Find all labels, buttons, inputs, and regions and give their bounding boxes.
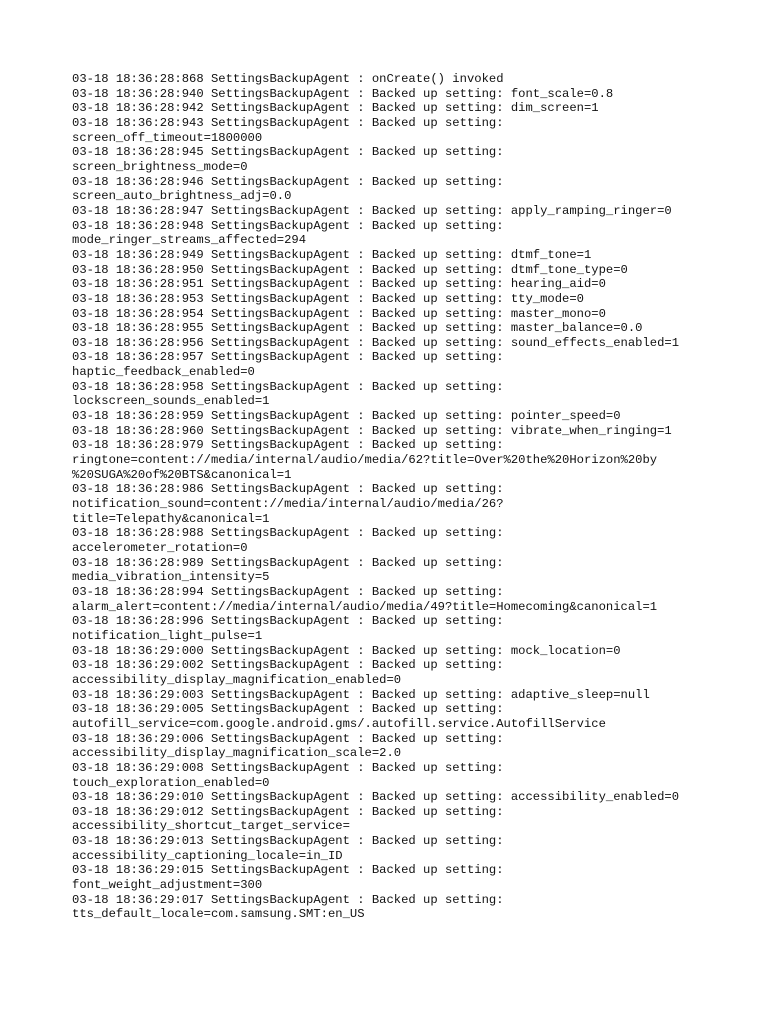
log-line: haptic_feedback_enabled=0: [72, 365, 255, 380]
log-line: lockscreen_sounds_enabled=1: [72, 394, 270, 409]
log-line: %20SUGA%20of%20BTS&canonical=1: [72, 467, 292, 482]
log-line: accessibility_captioning_locale=in_ID: [72, 848, 343, 863]
log-line: 03-18 18:36:29:002 SettingsBackupAgent : Backed up setting:: [72, 658, 504, 673]
log-line: 03-18 18:36:29:012 SettingsBackupAgent : Backed up setting:: [72, 804, 504, 819]
log-line: 03-18 18:36:28:957 SettingsBackupAgent : Backed up setting:: [72, 350, 504, 365]
log-line: 03-18 18:36:28:979 SettingsBackupAgent : Backed up setting:: [72, 438, 504, 453]
log-line: accessibility_display_magnification_enabled=0: [72, 672, 402, 687]
log-line: 03-18 18:36:28:960 SettingsBackupAgent : Backed up setting: vibrate_when_ringing=1: [72, 423, 672, 438]
log-line: 03-18 18:36:28:959 SettingsBackupAgent : Backed up setting: pointer_speed=0: [72, 409, 621, 424]
log-line: 03-18 18:36:28:954 SettingsBackupAgent : Backed up setting: master_mono=0: [72, 306, 606, 321]
log-line: 03-18 18:36:28:953 SettingsBackupAgent : Backed up setting: tty_mode=0: [72, 291, 584, 306]
log-line: 03-18 18:36:29:006 SettingsBackupAgent : Backed up setting:: [72, 731, 504, 746]
log-line: accessibility_shortcut_target_service=: [72, 819, 350, 834]
log-line: 03-18 18:36:29:017 SettingsBackupAgent : Backed up setting:: [72, 892, 504, 907]
log-line: alarm_alert=content://media/internal/audio/media/49?title=Homecoming&canonical=1: [72, 599, 658, 614]
log-line: mode_ringer_streams_affected=294: [72, 233, 307, 248]
log-line: 03-18 18:36:28:948 SettingsBackupAgent : Backed up setting:: [72, 218, 504, 233]
log-line: title=Telepathy&canonical=1: [72, 511, 270, 526]
log-line: ringtone=content://media/internal/audio/media/62?title=Over%20the%20Horizon%20by: [72, 453, 658, 468]
log-line: 03-18 18:36:28:940 SettingsBackupAgent : Backed up setting: font_scale=0.8: [72, 86, 614, 101]
log-line: 03-18 18:36:28:958 SettingsBackupAgent : Backed up setting:: [72, 379, 504, 394]
log-line: 03-18 18:36:28:986 SettingsBackupAgent : Backed up setting:: [72, 482, 504, 497]
log-line: 03-18 18:36:28:949 SettingsBackupAgent : Backed up setting: dtmf_tone=1: [72, 247, 592, 262]
log-line: 03-18 18:36:29:013 SettingsBackupAgent : Backed up setting:: [72, 834, 504, 849]
log-line: media_vibration_intensity=5: [72, 570, 270, 585]
log-line: 03-18 18:36:28:945 SettingsBackupAgent : Backed up setting:: [72, 145, 504, 160]
log-document: [72, 72, 752, 922]
log-line: 03-18 18:36:29:003 SettingsBackupAgent : Backed up setting: adaptive_sleep=null: [72, 687, 650, 702]
log-line: 03-18 18:36:28:951 SettingsBackupAgent : Backed up setting: hearing_aid=0: [72, 277, 606, 292]
log-line: 03-18 18:36:28:956 SettingsBackupAgent : Backed up setting: sound_effects_enabled=1: [72, 335, 680, 350]
log-line: autofill_service=com.google.android.gms/.autofill.service.AutofillService: [72, 716, 606, 731]
log-line: 03-18 18:36:29:008 SettingsBackupAgent : Backed up setting:: [72, 760, 504, 775]
log-line: 03-18 18:36:29:015 SettingsBackupAgent : Backed up setting:: [72, 863, 504, 878]
log-line: 03-18 18:36:28:942 SettingsBackupAgent : Backed up setting: dim_screen=1: [72, 101, 599, 116]
log-line: 03-18 18:36:28:868 SettingsBackupAgent : onCreate() invoked: [72, 72, 504, 86]
log-line: accessibility_display_magnification_scale=2.0: [72, 746, 402, 761]
log-line: 03-18 18:36:29:010 SettingsBackupAgent : Backed up setting: accessibility_enabled=0: [72, 790, 680, 805]
log-line: touch_exploration_enabled=0: [72, 775, 270, 790]
log-line: tts_default_locale=com.samsung.SMT:en_US: [72, 907, 365, 922]
log-line: screen_brightness_mode=0: [72, 159, 248, 174]
log-line: 03-18 18:36:28:996 SettingsBackupAgent : Backed up setting:: [72, 614, 504, 629]
log-line: accelerometer_rotation=0: [72, 541, 248, 555]
log-line: 03-18 18:36:28:950 SettingsBackupAgent : Backed up setting: dtmf_tone_type=0: [72, 262, 628, 277]
log-line: font_weight_adjustment=300: [72, 878, 263, 893]
log-line: notification_sound=content://media/internal/audio/media/26?: [72, 497, 504, 512]
log-line: 03-18 18:36:28:943 SettingsBackupAgent : Backed up setting:: [72, 115, 504, 130]
log-line: notification_light_pulse=1: [72, 628, 263, 643]
log-line: 03-18 18:36:28:988 SettingsBackupAgent : Backed up setting:: [72, 526, 504, 541]
log-line: 03-18 18:36:28:955 SettingsBackupAgent : Backed up setting: master_balance=0.0: [72, 321, 643, 336]
log-line: 03-18 18:36:29:005 SettingsBackupAgent : Backed up setting:: [72, 702, 504, 717]
log-line: 03-18 18:36:28:947 SettingsBackupAgent : Backed up setting: apply_ramping_ringer=0: [72, 203, 672, 218]
log-line: 03-18 18:36:28:946 SettingsBackupAgent : Backed up setting:: [72, 174, 504, 189]
log-line: 03-18 18:36:29:000 SettingsBackupAgent : Backed up setting: mock_location=0: [72, 643, 621, 658]
log-line: screen_off_timeout=1800000: [72, 130, 263, 145]
log-line: 03-18 18:36:28:989 SettingsBackupAgent : Backed up setting:: [72, 555, 504, 570]
log-line: 03-18 18:36:28:994 SettingsBackupAgent : Backed up setting:: [72, 584, 504, 599]
log-line: screen_auto_brightness_adj=0.0: [72, 189, 292, 204]
